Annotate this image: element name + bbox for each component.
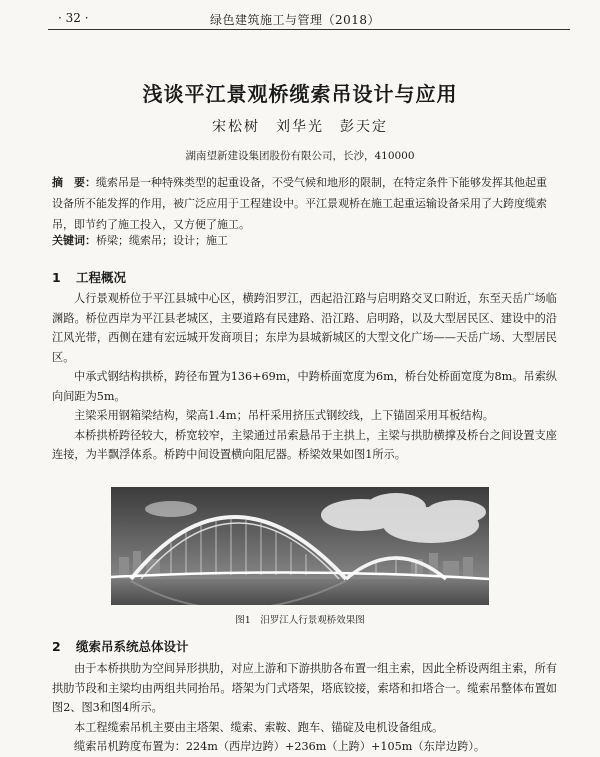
page-header xyxy=(0,0,600,32)
paragraph: 缆索吊机跨度布置为：224m（西岸边跨）+236m（上跨）+105m（东岸边跨）。 xyxy=(74,740,486,753)
paragraph: 由于本桥拱肋为空间异形拱肋，对应上游和下游拱肋各布置一组主索，因此全桥设两组主索，所有拱肋节段和主梁均由两组共同抬吊。塔架为门式塔架，塔底铰接，索塔和扣塔合一。缆索吊整体布置如图2、图3和图4所示。 xyxy=(52,662,557,714)
section-2-number: 2 xyxy=(52,639,61,654)
section-1-body xyxy=(52,289,557,465)
section-2-body xyxy=(52,659,557,757)
paragraph: 中承式钢结构拱桥，跨径布置为136+69m，中跨桥面宽度为6m，桥台处桥面宽度为8m。吊索纵向间距为5m。 xyxy=(52,370,557,403)
figure-1-bridge-rendering xyxy=(111,487,489,605)
page-number: · 32 · xyxy=(58,11,89,25)
article-title: 浅谈平江景观桥缆索吊设计与应用 xyxy=(142,82,458,106)
header-rule xyxy=(48,29,570,30)
abstract-label: 摘 要： xyxy=(52,176,96,189)
paragraph: 本工程缆索吊机主要由主塔架、缆索、索鞍、跑车、锚碇及电机设备组成。 xyxy=(74,720,444,734)
abstract-text: 缆索吊是一种特殊类型的起重设备，不受气候和地形的限制，在特定条件下能够发挥其他起重设备所不能发挥的作用，被广泛应用于工程建设中。平江景观桥在施工起重运输设备采用了大跨度缆索吊，即节约了施工投入，又方便了施工。 xyxy=(52,176,547,231)
paragraph: 人行景观桥位于平江县城中心区，横跨汨罗江，西起沿江路与启明路交叉口附近，东至天岳广场临渊路。桥位西岸为平江县老城区，主要道路有民建路、沿江路、启明路，以及大型居民区、建设中的沿江风光带，西侧在建有宏远城开发商项目；东岸为县城新城区的大型文化广场——天岳广场、大型居民区。 xyxy=(52,292,557,364)
section-1-number: 1 xyxy=(52,270,61,285)
authors: 宋松树 刘华光 彭天定 xyxy=(212,119,388,135)
keywords-text: 桥梁；缆索吊；设计；施工 xyxy=(96,234,228,247)
abstract xyxy=(52,172,554,235)
section-1-heading xyxy=(52,268,126,286)
section-2-heading xyxy=(52,637,189,655)
figure-1-caption: 图1 汨罗江人行景观桥效果图 xyxy=(235,615,365,626)
keywords-label: 关键词： xyxy=(52,234,96,247)
section-2-title: 缆索吊系统总体设计 xyxy=(76,639,189,654)
keywords xyxy=(52,232,554,248)
section-1-title: 工程概况 xyxy=(76,270,127,285)
journal-name: 绿色建筑施工与管理（2018） xyxy=(210,13,381,27)
paragraph: 主梁采用钢箱梁结构，梁高1.4m；吊杆采用挤压式钢绞线，上下锚固采用耳板结构。 xyxy=(74,409,494,422)
affiliation: 湖南望新建设集团股份有限公司，长沙，410000 xyxy=(185,150,415,162)
bridge-illustration xyxy=(111,487,489,605)
paragraph: 本桥拱桥跨径较大，桥宽较窄，主梁通过吊索悬吊于主拱上，主梁与拱肋横撑及桥台之间设置支座连接，为半飘浮体系。桥跨中间设置横向阻尼器。桥梁效果如图1所示。 xyxy=(52,428,557,461)
